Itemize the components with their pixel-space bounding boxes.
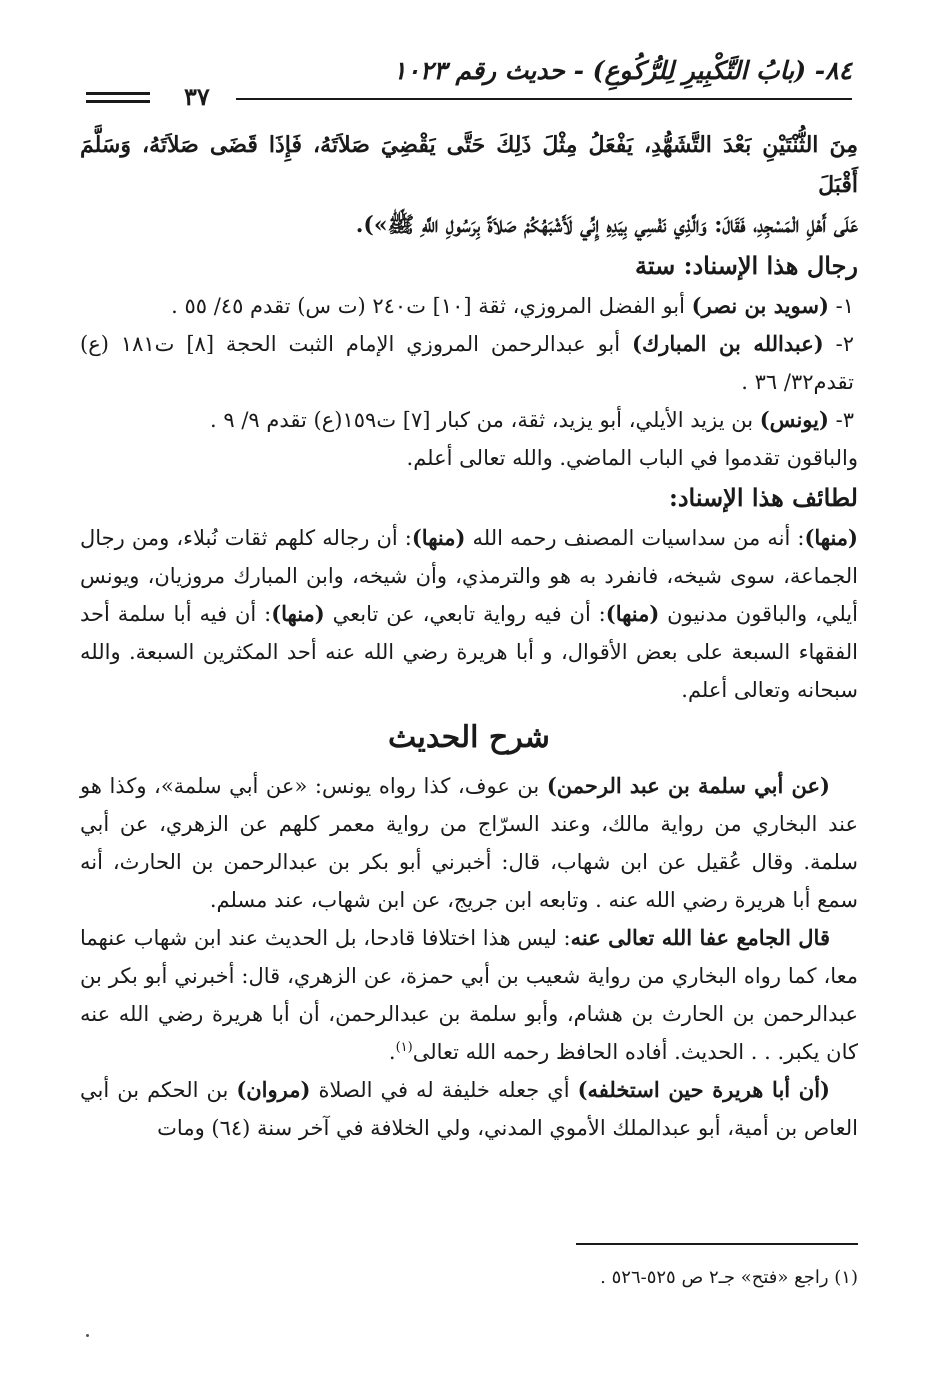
author-remark-label: قال الجامع عفا الله تعالى عنه bbox=[570, 925, 830, 950]
page-number: ٣٧ bbox=[184, 82, 210, 111]
lataif-paragraph bbox=[80, 519, 858, 709]
minha-marker: (منها) bbox=[271, 601, 325, 626]
lataif-text: : أنه من سداسيات المصنف رحمه الله bbox=[465, 526, 805, 550]
footnote: (١) راجع «فتح» جـ٢ ص ٥٢٥-٥٢٦ . bbox=[600, 1267, 858, 1288]
narrator-details: أبو الفضل المروزي، ثقة [١٠] ت٢٤٠ (ت س) تقدم ٤٥/ ٥٥ . bbox=[171, 294, 692, 318]
header-double-rule bbox=[86, 92, 150, 103]
rijal-heading: رجال هذا الإسناد: ستة bbox=[635, 251, 858, 280]
quoted-phrase: (عن أبي سلمة بن عبد الرحمن) bbox=[546, 773, 830, 798]
quoted-phrase: (مروان) bbox=[236, 1077, 311, 1102]
lataif-heading: لطائف هذا الإسناد: bbox=[668, 483, 858, 512]
narrator-number: ٢- bbox=[823, 332, 854, 356]
minha-marker: (منها) bbox=[605, 601, 660, 626]
remaining-narrators-note: والباقون تقدموا في الباب الماضي. والله تعالى أعلم. bbox=[406, 446, 858, 470]
sharh-text: بن الحكم بن أبي العاص بن أمية، أبو عبدالملك الأموي المدني، ولي الخلافة في آخر سنة (٦٤) ومات bbox=[80, 1078, 858, 1140]
narrator-number: ٣- bbox=[828, 408, 854, 432]
sharh-paragraph bbox=[80, 767, 858, 919]
footnote-separator bbox=[576, 1243, 858, 1245]
narrator-number: ١- bbox=[828, 294, 854, 318]
narrator-name: (سويد بن نصر) bbox=[691, 293, 829, 318]
narrator-entry bbox=[80, 325, 858, 401]
chapter-title: ٨٤- (بابُ التَّكْبِيرِ لِلرُّكُوعِ) - حديث رقم ١٠٢٣ bbox=[393, 56, 852, 85]
running-header bbox=[86, 50, 852, 112]
quoted-phrase: (أن أبا هريرة حين استخلفه) bbox=[577, 1077, 830, 1102]
sharh-text: : ليس هذا اختلافا قادحا، بل الحديث عند ابن شهاب عنهما معا، كما رواه البخاري من رواية شعيب بن أبي حمزة، عن الزهري، قال: أخبرني أبو بكر بن عبدالرحمن بن الحارث بن هشام، وأبو سلمة بن عبدالرحمن، أن أبا هريرة رضي الله عنه كان يكبر. . . الحديث. أفاده الحافظ رحمه الله تعالى bbox=[80, 926, 858, 1064]
narrator-name: (عبدالله بن المبارك) bbox=[632, 331, 824, 356]
minha-marker: (منها) bbox=[411, 525, 466, 550]
page-speck bbox=[86, 1334, 89, 1337]
footnote-reference[interactable]: (١) bbox=[395, 1040, 413, 1055]
sharh-text: أي جعله خليفة له في الصلاة bbox=[310, 1078, 578, 1102]
narrator-details: بن يزيد الأيلي، أبو يزيد، ثقة، من كبار [٧] ت١٥٩(ع) تقدم ٩/ ٩ . bbox=[210, 408, 760, 432]
narrator-entry bbox=[80, 401, 858, 439]
narrator-details: أبو عبدالرحمن المروزي الإمام الثبت الحجة [٨] ت١٨١ (ع) تقدم٣٢/ ٣٦ . bbox=[80, 332, 854, 394]
narrator-entry bbox=[80, 287, 858, 325]
sharh-paragraph: قال الجامع عفا الله تعالى عنه: ليس هذا اختلافا قادحا، بل الحديث عند ابن شهاب عنهما معا، كما رواه البخاري من رواية شعيب بن أبي حمزة، عن الزهري، قال: أخبرني أبو بكر بن عبدالرحمن بن الحارث بن هشام، وأبو سلمة بن عبدالرحمن، أن أبا هريرة رضي الله عنه كان يكبر. . . الحديث. أفاده الحافظ رحمه الله تعالى$^{(١)}$. bbox=[80, 925, 858, 1064]
hadith-text-line: مِنَ الثُّنْتَيْنِ بَعْدَ التَّشَهُّدِ، يَفْعَلُ مِثْلَ ذَلِكَ حَتَّى يَقْضِيَ صَلاَتَهُ، فَإِذَا قَضَى صَلاَتَهُ، وَسَلَّمَ أَقْبَلَ bbox=[80, 132, 858, 198]
sharh-text: بن عوف، كذا رواه يونس: «عن أبي سلمة»، وكذا هو عند البخاري من رواية مالك، وعند السرّاج من رواية معمر كلهم عن الزهري، عن أبي سلمة. وقال عُقيل عن ابن شهاب، قال: أخبرني أبو بكر بن عبدالرحمن بن الحارث، أنه سمع أبا هريرة رضي الله عنه . وتابعه ابن جريج، عن ابن شهاب، عند مسلم. bbox=[80, 774, 858, 912]
sharh-heading: شرح الحديث bbox=[388, 720, 550, 755]
lataif-text: : أن فيه أبا سلمة أحد الفقهاء السبعة على بعض الأقوال، و أبا هريرة رضي الله عنه أحد المكثرين السبعة. والله سبحانه وتعالى أعلم. bbox=[80, 602, 858, 702]
hadith-text-line: عَلَى أَهْلِ الْمَسْجِدِ، فَقَالَ: وَالَّذِي نَفْسِي بِيَدِهِ إِنِّي لَأَشْبَهُكُمْ صَلاَةً بِرَسُولِ اللَّهِ ﷺ»). bbox=[355, 212, 858, 238]
header-rule bbox=[236, 98, 852, 100]
page-body bbox=[80, 125, 858, 1147]
lataif-text: : أن فيه رواية تابعي، عن تابعي bbox=[324, 602, 606, 626]
lataif-text: : أن رجاله كلهم ثقات نُبلاء، ومن رجال الجماعة، سوى شيخه، فانفرد به هو والترمذي، وأن شيخه، وابن المبارك مروزيان، ويونس أيلي، والباقون مدنيون bbox=[80, 526, 858, 626]
narrator-name: (يونس) bbox=[759, 407, 829, 432]
minha-marker: (منها) bbox=[804, 525, 858, 550]
sharh-paragraph bbox=[80, 1071, 858, 1147]
